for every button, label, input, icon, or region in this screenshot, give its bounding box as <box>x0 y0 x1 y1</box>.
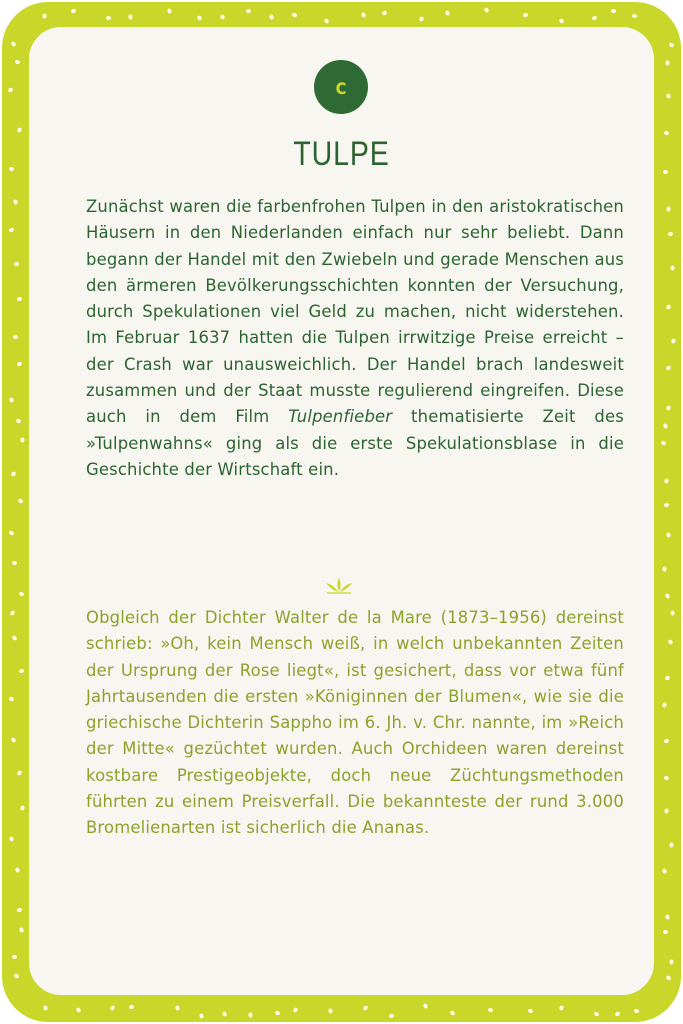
frame-dot <box>19 805 24 811</box>
frame-dot <box>663 131 669 136</box>
secondary-paragraph: Obgleich der Dichter Walter de la Mare (1873–1956) dereinst schrieb: »Oh, kein Mensch weiß, in welch unbekannten Zeiten der Ursprung der Rose liegt«, ist gesichert, dass vor etwa fünf Jahrtausenden die ersten »Königinnen der Blumen«, wie sie die griechische Dichterin Sappho im 6. Jh. v. Chr. nannte, im »Reich der Mitte« gezüchtet wurden. Auch Orchideen waren dereinst kostbare Prestigeobjekte, doch neue Züchtungsmethoden führten zu einem Preisverfall. Die bekannteste der rund 3.000 Bromelienarten ist sicherlich die Ananas. <box>86 608 624 838</box>
frame-dot <box>13 973 19 979</box>
frame-dot <box>197 15 203 21</box>
frame-dot <box>663 930 669 935</box>
frame-dot <box>615 1011 621 1017</box>
frame-dot <box>664 675 670 681</box>
frame-dot <box>292 1007 298 1013</box>
frame-dot <box>43 1006 48 1012</box>
frame-dot <box>17 770 23 776</box>
frame-dot <box>663 775 669 781</box>
frame-dot <box>221 1011 227 1017</box>
card-frame <box>2 2 681 1022</box>
frame-dot <box>269 14 274 20</box>
frame-dot <box>592 15 598 21</box>
frame-dot <box>13 262 18 267</box>
frame-dot <box>611 9 616 13</box>
frame-dot <box>15 867 21 873</box>
frame-dot <box>167 9 172 15</box>
main-paragraph-text-b: thematisierte Zeit des »Tulpenwahns« ging als die erste Spekulationsblase in die Geschichte der Wirtschaft ein. <box>86 407 624 479</box>
frame-dot <box>388 1013 394 1018</box>
frame-dot <box>667 206 671 211</box>
frame-dot <box>662 868 668 874</box>
frame-dot <box>246 8 252 13</box>
frame-dot <box>106 15 112 20</box>
frame-dot <box>668 42 674 48</box>
frame-dot <box>662 422 668 428</box>
frame-dot <box>362 1005 368 1011</box>
frame-dot <box>13 199 19 205</box>
frame-dot <box>523 13 529 19</box>
frame-dot <box>7 87 13 93</box>
frame-dot <box>423 1003 429 1009</box>
film-title: Tulpenfieber <box>288 407 393 427</box>
frame-dot <box>667 231 673 236</box>
frame-dot <box>9 836 14 842</box>
frame-dot <box>632 14 638 19</box>
frame-dot <box>10 471 16 477</box>
frame-dot <box>665 60 669 65</box>
frame-dot <box>15 59 21 64</box>
frame-dot <box>275 1010 281 1016</box>
badge-letter: c <box>334 74 348 99</box>
frame-dot <box>17 296 23 301</box>
frame-dot <box>666 914 671 920</box>
frame-dot <box>361 13 366 19</box>
frame-dot <box>75 1007 81 1013</box>
frame-dot <box>16 361 22 367</box>
card-body <box>29 27 654 995</box>
frame-dot <box>9 167 15 172</box>
frame-dot <box>71 8 77 14</box>
leaf-sprig-icon <box>321 576 357 596</box>
frame-dot <box>664 808 669 814</box>
frame-dot <box>488 1008 494 1013</box>
frame-dot <box>12 955 17 959</box>
frame-dot <box>666 304 672 310</box>
frame-dot <box>558 1004 564 1010</box>
frame-dot <box>17 498 23 504</box>
frame-dot <box>18 592 24 597</box>
frame-dot <box>668 639 674 645</box>
frame-dot <box>8 696 14 702</box>
frame-dot <box>128 14 132 19</box>
frame-dot <box>483 7 489 13</box>
frame-dot <box>8 530 14 536</box>
frame-dot <box>10 41 16 47</box>
frame-dot <box>16 127 22 133</box>
main-paragraph-text-a: Zunächst waren die farbenfrohen Tulpen in den aristokratischen Häusern in den Niederlanden einfach nur sehr beliebt. Dann begann der Handel mit den Zwiebeln und gerade Menschen aus den ärmeren Bevölkerungsschichten konnten der Versuchung, durch Spekulationen viel Geld zu machen, nicht widerstehen. Im Februar 1637 hatten die Tulpen irrwitzige Preise erreicht – der Crash war unausweichlich. Der Handel brach landesweit zusammen und der Staat musste regulierend eingreifen. Diese auch in dem Film <box>86 197 624 427</box>
frame-dot <box>665 593 670 599</box>
frame-dot <box>18 669 24 674</box>
card-title: TULPE <box>293 135 390 173</box>
frame-dot <box>634 1008 640 1013</box>
frame-dot <box>665 93 671 99</box>
frame-dot <box>199 1013 204 1019</box>
frame-dot <box>558 18 564 24</box>
frame-dot <box>670 843 674 848</box>
frame-dot <box>13 335 19 340</box>
frame-dot <box>593 1011 599 1017</box>
frame-dot <box>670 338 676 344</box>
frame-dot <box>449 1010 455 1016</box>
frame-dot <box>328 1008 333 1014</box>
frame-dot <box>664 739 670 744</box>
category-badge <box>314 60 368 114</box>
frame-dot <box>665 975 671 981</box>
frame-dot <box>42 13 47 19</box>
frame-dot <box>664 478 669 484</box>
frame-dot <box>444 10 449 16</box>
frame-dot <box>9 227 15 232</box>
frame-dot <box>20 437 24 442</box>
frame-dot <box>670 611 675 616</box>
frame-dot <box>664 502 670 507</box>
frame-dot <box>665 365 671 371</box>
frame-dot <box>292 13 298 18</box>
frame-dot <box>669 959 674 964</box>
frame-dot <box>12 561 17 565</box>
frame-dot <box>9 610 15 616</box>
frame-dot <box>15 418 21 424</box>
frame-dot <box>175 1005 180 1011</box>
frame-dot <box>11 635 17 641</box>
frame-dot <box>8 397 14 403</box>
frame-dot <box>670 265 674 270</box>
frame-dot <box>528 1008 534 1014</box>
frame-dot <box>110 1005 116 1011</box>
frame-dot <box>129 1004 135 1009</box>
main-paragraph <box>86 194 624 483</box>
frame-dot <box>663 170 668 174</box>
frame-dot <box>248 1012 253 1017</box>
frame-dot <box>18 927 24 933</box>
frame-dot <box>220 13 226 19</box>
frame-dot <box>11 737 17 743</box>
frame-dot <box>381 10 387 16</box>
frame-dot <box>661 440 667 446</box>
frame-dot <box>662 702 667 708</box>
frame-dot <box>17 908 23 913</box>
frame-dot <box>662 566 667 572</box>
frame-dot <box>666 532 671 538</box>
frame-dot <box>418 16 424 22</box>
frame-dot <box>665 405 671 411</box>
frame-dot <box>324 18 330 24</box>
